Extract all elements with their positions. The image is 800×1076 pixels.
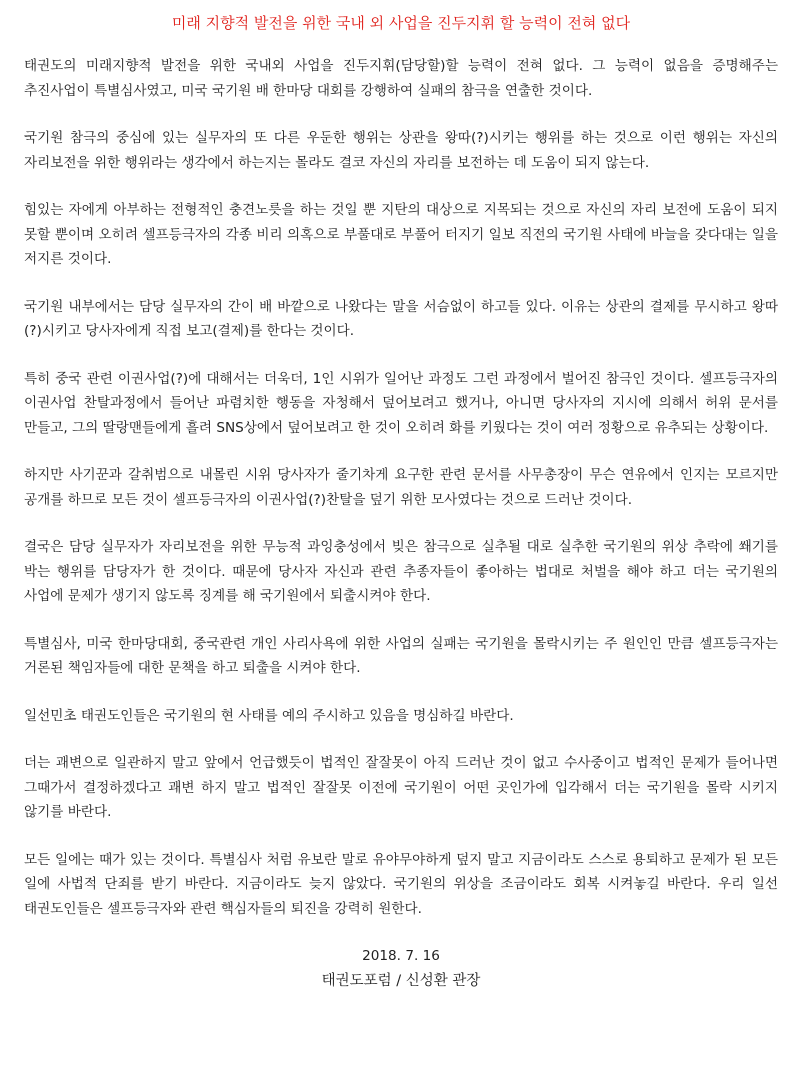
article-signature: 태권도포럼 / 신성환 관장 xyxy=(321,973,481,989)
article-paragraph: 더는 괘변으로 일관하지 말고 앞에서 언급했듯이 법적인 잘잘못이 아직 드러난 것이 없고 수사중이고 법적인 문제가 들어나면 그때가서 결정하겠다고 괘변 하지 말고 법적인 잘잘못 이전에 국기원이 어떤 곳인가에 입각해서 더는 국기원을 몰락 시키지 않기를 바란다. xyxy=(24,755,778,820)
article-footer xyxy=(24,944,778,994)
article-paragraph: 결국은 담당 실무자가 자리보전을 위한 무능적 과잉충성에서 빚은 참극으로 실추될 대로 실추한 국기원의 위상 추락에 쐐기를 박는 행위를 담당자가 한 것이다. 때문에 당사자 자신과 관련 추종자들이 좋아하는 법대로 처벌을 해야 하고 더는 국기원의 사업에 문제가 생기지 않도록 징계를 해 국기원에서 퇴출시켜야 한다. xyxy=(24,539,778,604)
article-paragraph: 국기원 참극의 중심에 있는 실무자의 또 다른 우둔한 행위는 상관을 왕따(?)시키는 행위를 하는 것으로 이런 행위는 자신의 자리보전을 위한 행위라는 생각에서 하는지는 몰라도 결코 자신의 자리를 보전하는 데 도움이 되지 않는다. xyxy=(24,130,778,171)
article-title: 미래 지향적 발전을 위한 국내 외 사업을 진두지휘 할 능력이 전혀 없다 xyxy=(171,14,631,32)
article-paragraph: 하지만 사기꾼과 갈취범으로 내몰린 시위 당사자가 줄기차게 요구한 관련 문서를 사무총장이 무슨 연유에서 인지는 모르지만 공개를 하므로 모든 것이 셀프등극자의 이권사업(?)찬탈을 덮기 위한 모사였다는 것으로 드러난 것이다. xyxy=(24,467,778,508)
article-paragraph: 힘있는 자에게 아부하는 전형적인 충견노릇을 하는 것일 뿐 지탄의 대상으로 지목되는 것으로 자신의 자리 보전에 도움이 되지 못할 뿐이며 오히려 셀프등극자의 각종 비리 의혹으로 부풀대로 부풀어 터지기 일보 직전의 국기원 사태에 바늘을 갖다대는 일을 저지른 것이다. xyxy=(24,202,778,267)
article-body xyxy=(24,54,778,921)
article-paragraph: 태권도의 미래지향적 발전을 위한 국내외 사업을 진두지휘(담당할)할 능력이 전혀 없다. 그 능력이 없음을 증명해주는 추진사업이 특별심사였고, 미국 국기원 배 한마당 대회를 강행하여 실패의 참극을 연출한 것이다. xyxy=(24,58,778,99)
article-paragraph: 모든 일에는 때가 있는 것이다. 특별심사 처럼 유보란 말로 유야무야하게 덮지 말고 지금이라도 스스로 용퇴하고 문제가 된 모든 일에 사법적 단죄를 받기 바란다. 지금이라도 늦지 않았다. 국기원의 위상을 조금이라도 회복 시켜놓길 바란다. 우리 일선 태권도인들은 셀프등극자와 관련 핵심자들의 퇴진을 강력히 원한다. xyxy=(24,851,778,917)
article-paragraph: 국기원 내부에서는 담당 실무자의 간이 배 바깥으로 나왔다는 말을 서슴없이 하고들 있다. 이유는 상관의 결제를 무시하고 왕따(?)시키고 당사자에게 직접 보고(결제)를 한다는 것이다. xyxy=(24,298,778,339)
article-date: 2018. 7. 16 xyxy=(362,948,440,964)
article-paragraph: 일선민초 태권도인들은 국기원의 현 사태를 예의 주시하고 있음을 명심하길 바란다. xyxy=(24,707,514,724)
article-paragraph: 특별심사, 미국 한마당대회, 중국관련 개인 사리사욕에 위한 사업의 실패는 국기원을 몰락시키는 주 원인인 만큼 셀프등극자는 거론된 책임자들에 대한 문책을 하고 퇴출을 시켜야 한다. xyxy=(24,635,778,676)
article-paragraph: 특히 중국 관련 이권사업(?)에 대해서는 더욱더, 1인 시위가 일어난 과정도 그런 과정에서 벌어진 참극인 것이다. 셀프등극자의 이권사업 찬탈과정에서 들어난 파렴치한 행동을 자청해서 덮어보려고 했거나, 아니면 당사자의 지시에 의해서 허위 문서를 만들고, 그의 딸랑맨들에게 흘려 SNS상에서 덮어보려고 한 것이 오히려 화를 키웠다는 것이 여러 정황으로 유추되는 상황이다. xyxy=(24,370,778,436)
